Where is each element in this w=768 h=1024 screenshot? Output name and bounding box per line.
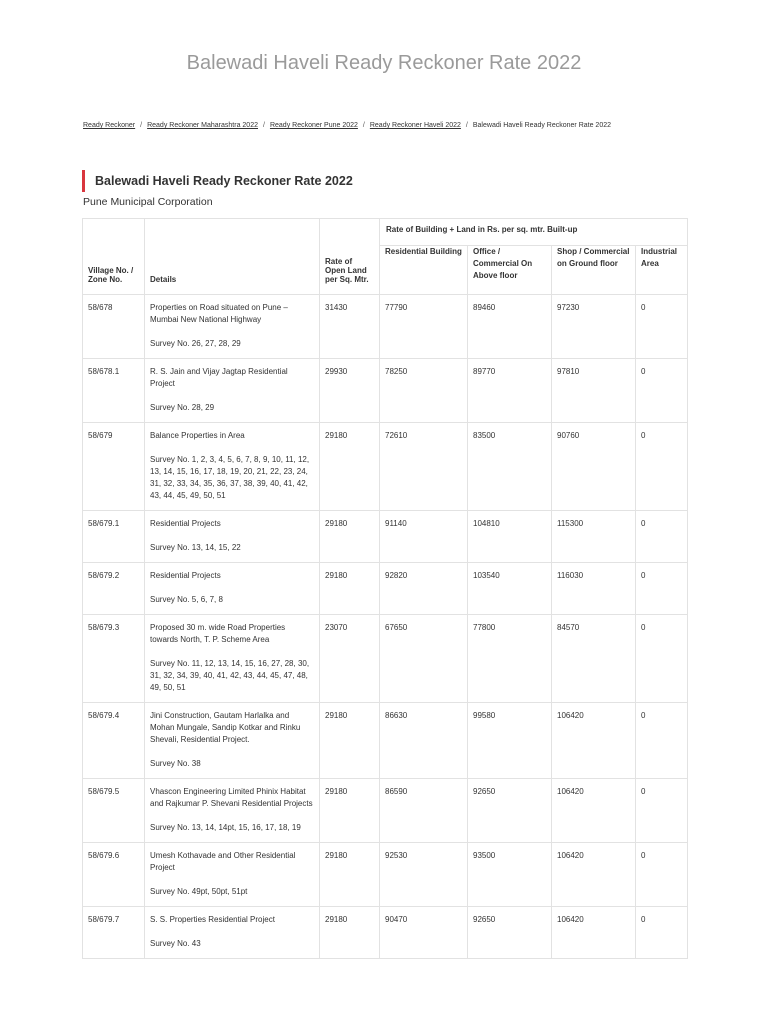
industrial-cell: 0 [636, 563, 688, 615]
survey-text: Survey No. 26, 27, 28, 29 [150, 339, 241, 348]
survey-text: Survey No. 43 [150, 939, 201, 948]
open-land-cell: 29180 [320, 907, 380, 959]
table-row [83, 779, 688, 843]
details-text: Jini Construction, Gautam Harlalka and Mohan Mungale, Sandip Kotkar and Rinku Shevali, Residential Project. [150, 711, 301, 744]
details-text: Balance Properties in Area [150, 431, 245, 440]
zone-cell: 58/679.4 [83, 703, 145, 779]
residential-cell: 77790 [380, 295, 468, 359]
zone-cell: 58/679.6 [83, 843, 145, 907]
office-cell: 104810 [468, 511, 552, 563]
industrial-cell: 0 [636, 423, 688, 511]
office-cell: 92650 [468, 779, 552, 843]
table-row [83, 843, 688, 907]
open-land-cell: 31430 [320, 295, 380, 359]
table-row [83, 907, 688, 959]
shop-cell: 90760 [552, 423, 636, 511]
table-header [83, 219, 688, 295]
open-land-cell: 29180 [320, 563, 380, 615]
page-title: Balewadi Haveli Ready Reckoner Rate 2022 [186, 52, 582, 74]
details-text: Umesh Kothavade and Other Residential Project [150, 851, 296, 872]
header-shop: Shop / Commercial on Ground floor [552, 246, 636, 295]
section-heading: Balewadi Haveli Ready Reckoner Rate 2022 [82, 170, 353, 192]
open-land-cell: 29180 [320, 703, 380, 779]
header-group-building-land: Rate of Building + Land in Rs. per sq. mtr. Built-up [380, 219, 688, 246]
breadcrumb-link-ready-reckoner[interactable]: Ready Reckoner [83, 122, 136, 129]
residential-cell: 72610 [380, 423, 468, 511]
details-text: Residential Projects [150, 519, 221, 528]
table-row [83, 423, 688, 511]
shop-cell: 84570 [552, 615, 636, 703]
shop-cell: 106420 [552, 843, 636, 907]
shop-cell: 115300 [552, 511, 636, 563]
breadcrumb-separator: / [263, 122, 265, 129]
survey-text: Survey No. 49pt, 50pt, 51pt [150, 887, 248, 896]
details-text: Proposed 30 m. wide Road Properties towards North, T. P. Scheme Area [150, 623, 286, 644]
open-land-cell: 29930 [320, 359, 380, 423]
survey-text: Survey No. 28, 29 [150, 403, 215, 412]
office-cell: 93500 [468, 843, 552, 907]
breadcrumb-link-haveli[interactable]: Ready Reckoner Haveli 2022 [369, 122, 461, 129]
breadcrumb-current: Balewadi Haveli Ready Reckoner Rate 2022 [472, 122, 612, 129]
details-cell [145, 359, 320, 423]
details-text: Vhascon Engineering Limited Phinix Habitat and Rajkumar P. Shevani Residential Projects [150, 787, 313, 808]
residential-cell: 86630 [380, 703, 468, 779]
shop-cell: 116030 [552, 563, 636, 615]
details-cell [145, 615, 320, 703]
corporation-subheading: Pune Municipal Corporation [83, 196, 213, 208]
residential-cell: 67650 [380, 615, 468, 703]
residential-cell: 91140 [380, 511, 468, 563]
zone-cell: 58/679.2 [83, 563, 145, 615]
survey-text: Survey No. 13, 14, 15, 22 [150, 543, 241, 552]
zone-cell: 58/679.1 [83, 511, 145, 563]
table-row [83, 511, 688, 563]
breadcrumb-separator: / [362, 122, 365, 129]
office-cell: 89770 [468, 359, 552, 423]
details-text: S. S. Properties Residential Project [150, 915, 275, 924]
zone-cell: 58/678 [83, 295, 145, 359]
industrial-cell: 0 [636, 843, 688, 907]
zone-cell: 58/679.7 [83, 907, 145, 959]
header-village: Village No. / Zone No. [83, 219, 145, 295]
table-row [83, 703, 688, 779]
breadcrumb-link-pune[interactable]: Ready Reckoner Pune 2022 [269, 122, 358, 129]
industrial-cell: 0 [636, 615, 688, 703]
shop-cell: 106420 [552, 907, 636, 959]
zone-cell: 58/679.3 [83, 615, 145, 703]
residential-cell: 92530 [380, 843, 468, 907]
office-cell: 103540 [468, 563, 552, 615]
shop-cell: 97230 [552, 295, 636, 359]
details-text: Residential Projects [150, 571, 221, 580]
table-row [83, 615, 688, 703]
survey-text: Survey No. 38 [150, 759, 201, 768]
industrial-cell: 0 [636, 907, 688, 959]
breadcrumb-link-maharashtra[interactable]: Ready Reckoner Maharashtra 2022 [147, 122, 258, 129]
residential-cell: 92820 [380, 563, 468, 615]
open-land-cell: 23070 [320, 615, 380, 703]
table-row [83, 295, 688, 359]
rates-table [82, 218, 688, 959]
industrial-cell: 0 [636, 295, 688, 359]
open-land-cell: 29180 [320, 779, 380, 843]
zone-cell: 58/679 [83, 423, 145, 511]
residential-cell: 78250 [380, 359, 468, 423]
zone-cell: 58/678.1 [83, 359, 145, 423]
open-land-cell: 29180 [320, 843, 380, 907]
office-cell: 99580 [468, 703, 552, 779]
breadcrumb [83, 122, 611, 129]
table-row [83, 563, 688, 615]
details-text: R. S. Jain and Vijay Jagtap Residential Project [150, 367, 288, 388]
details-cell [145, 779, 320, 843]
survey-text: Survey No. 11, 12, 13, 14, 15, 16, 27, 28, 30, 31, 32, 34, 39, 40, 41, 42, 43, 44, 45, 47, 48, 49, 50, 51 [150, 659, 310, 692]
details-cell [145, 423, 320, 511]
industrial-cell: 0 [636, 511, 688, 563]
header-office: Office / Commercial On Above floor [468, 246, 552, 295]
details-text: Properties on Road situated on Pune – Mumbai New National Highway [150, 303, 288, 324]
industrial-cell: 0 [636, 359, 688, 423]
details-cell [145, 907, 320, 959]
open-land-cell: 29180 [320, 511, 380, 563]
details-cell [145, 563, 320, 615]
details-cell [145, 295, 320, 359]
details-cell [145, 703, 320, 779]
details-cell [145, 511, 320, 563]
breadcrumb-separator: / [140, 122, 143, 129]
header-details: Details [145, 219, 320, 295]
shop-cell: 106420 [552, 703, 636, 779]
office-cell: 89460 [468, 295, 552, 359]
shop-cell: 97810 [552, 359, 636, 423]
office-cell: 83500 [468, 423, 552, 511]
survey-text: Survey No. 1, 2, 3, 4, 5, 6, 7, 8, 9, 10, 11, 12, 13, 14, 15, 16, 17, 18, 19, 20, 21, 22, 23, 24, 31, 32, 33, 34, 35, 36, 37, 38, 39, 40, 41, 42, 43, 44, 45, 49, 50, 51 [150, 455, 310, 500]
office-cell: 77800 [468, 615, 552, 703]
zone-cell: 58/679.5 [83, 779, 145, 843]
shop-cell: 106420 [552, 779, 636, 843]
details-cell [145, 843, 320, 907]
header-open-land: Rate of Open Land per Sq. Mtr. [320, 219, 380, 295]
residential-cell: 86590 [380, 779, 468, 843]
industrial-cell: 0 [636, 779, 688, 843]
survey-text: Survey No. 13, 14, 14pt, 15, 16, 17, 18, 19 [150, 823, 301, 832]
header-residential: Residential Building [380, 246, 468, 295]
breadcrumb-separator: / [465, 122, 468, 129]
open-land-cell: 29180 [320, 423, 380, 511]
table-row [83, 359, 688, 423]
table-body [83, 295, 688, 959]
office-cell: 92650 [468, 907, 552, 959]
survey-text: Survey No. 5, 6, 7, 8 [150, 595, 223, 604]
header-industrial: Industrial Area [636, 246, 688, 295]
residential-cell: 90470 [380, 907, 468, 959]
industrial-cell: 0 [636, 703, 688, 779]
